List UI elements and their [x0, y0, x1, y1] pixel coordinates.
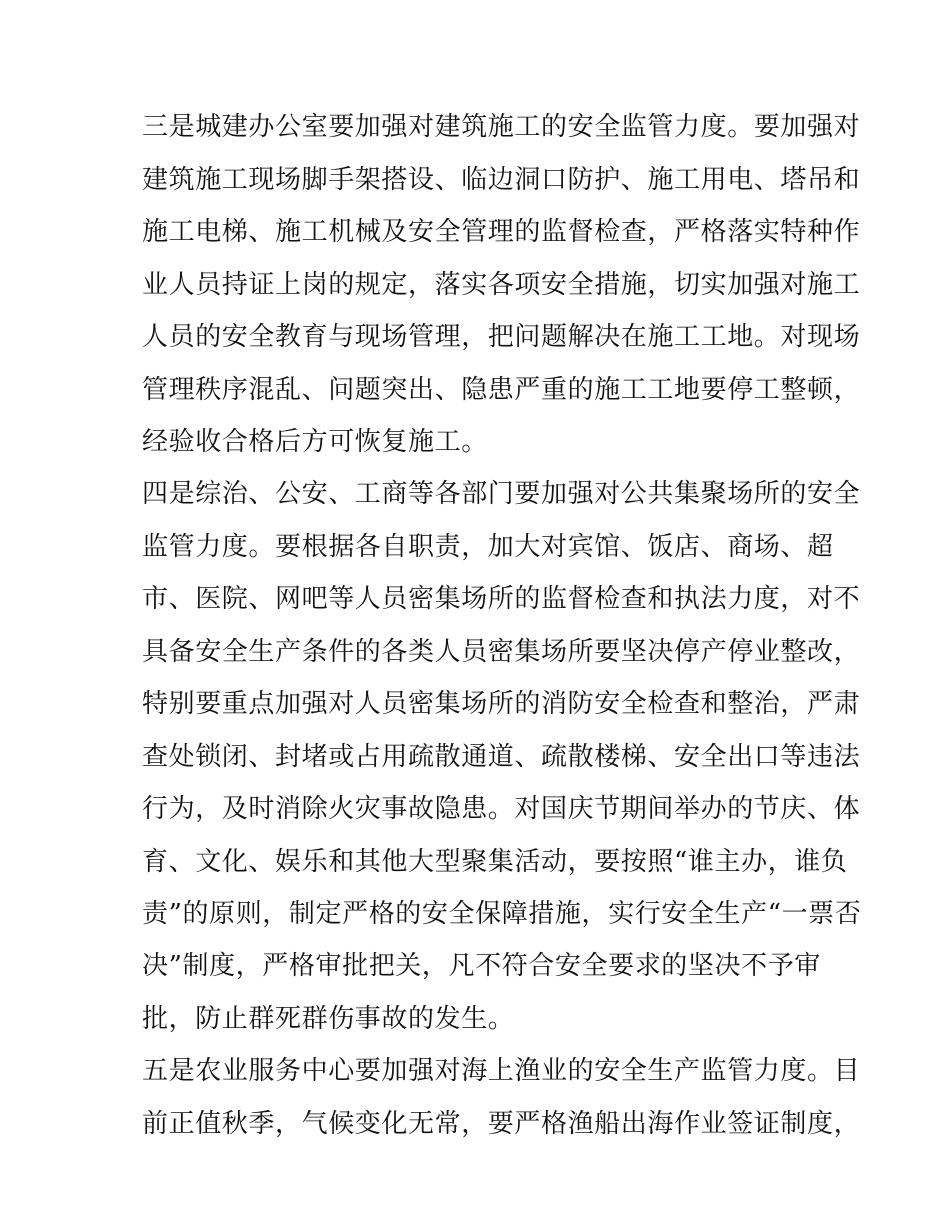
text-line: 监管力度。要根据各自职责，加大对宾馆、饭店、商场、超: [142, 532, 834, 562]
text-line: 市、医院、网吧等人员密集场所的监督检查和执法力度，对不: [142, 584, 861, 614]
text-line: 育、文化、娱乐和其他大型聚集活动，要按照“谁主办，谁负: [142, 847, 848, 877]
text-line: 经验收合格后方可恢复施工。: [142, 427, 488, 457]
text-line: 三是城建办公室要加强对建筑施工的安全监管力度。要加强对: [142, 112, 861, 142]
text-line: 具备安全生产条件的各类人员密集场所要坚决停产停业整改，: [142, 637, 861, 667]
text-line: 行为，及时消除火灾事故隐患。对国庆节期间举办的节庆、体: [142, 794, 861, 824]
text-line: 决”制度，严格审批把关，凡不符合安全要求的坚决不予审: [142, 951, 821, 981]
text-line: 施工电梯、施工机械及安全管理的监督检查，严格落实特种作: [142, 217, 861, 247]
text-line: 查处锁闭、封堵或占用疏散通道、疏散楼梯、安全出口等违法: [142, 742, 861, 772]
text-line: 前正值秋季，气候变化无常，要严格渔船出海作业签证制度，: [142, 1109, 861, 1139]
text-line: 人员的安全教育与现场管理，把问题解决在施工工地。对现场: [142, 322, 861, 352]
text-line: 特别要重点加强对人员密集场所的消防安全检查和整治，严肃: [142, 689, 861, 719]
text-line: 五是农业服务中心要加强对海上渔业的安全生产监管力度。目: [142, 1056, 861, 1086]
text-line: 管理秩序混乱、问题突出、隐患严重的施工工地要停工整顿，: [142, 375, 861, 405]
text-line: 责”的原则，制定严格的安全保障措施，实行安全生产“一票否: [142, 899, 862, 929]
text-line: 业人员持证上岗的规定，落实各项安全措施，切实加强对施工: [142, 270, 861, 300]
text-line: 建筑施工现场脚手架搭设、临边洞口防护、施工用电、塔吊和: [142, 165, 861, 195]
text-line: 批，防止群死群伤事故的发生。: [142, 1004, 515, 1034]
text-line: 四是综治、公安、工商等各部门要加强对公共集聚场所的安全: [142, 479, 861, 509]
